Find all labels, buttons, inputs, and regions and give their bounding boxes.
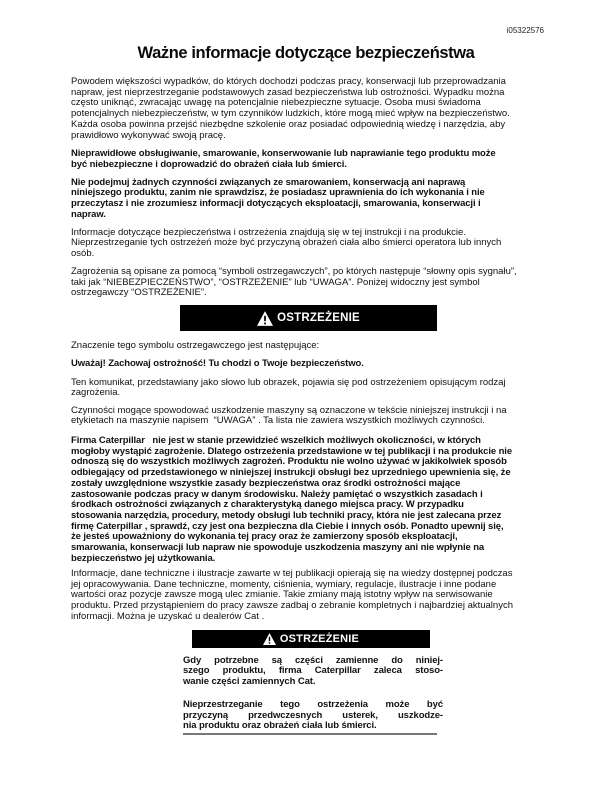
paragraph-symbol-meaning-intro: Znaczenie tego symbolu ostrzegawczego jest następujące:	[71, 339, 320, 351]
warning-banner-label: OSTRZEŻENIE	[279, 632, 360, 645]
warning-banner-bottom	[192, 630, 430, 648]
paragraph-caterpillar-liability: Firma Caterpillar nie jest w stanie przewidzieć wszelkich możliwych okoliczności, w których mogłoby wystąpić zagrożenie. Dlatego ostrzeżenia przedstawione w tej publikacji i na produkcie nie odnoszą się do wszystkich możliwych zagrożeń. Produktu nie wolno używać w jakikolwiek sposób odbiegający od przedstawionego w niniejszej instrukcji obsługi bez uprzedniego upewnienia się, że zostały uwzględnione wszystkie zasady bezpieczeństwa oraz środki ostrożności mające zastosowanie podczas pracy w danym środowisku. Należy pamiętać o wszystkich zasadach i środkach ostrożności związanych z charakterystyką danego miejsca pracy. W przypadku stosowania narzędzia, procedury, metody obsługi lub techniki pracy, która nie jest zalecana przez firmę Caterpillar , sprawdź, czy jest ona bezpieczna dla Ciebie i innych osób. Ponadto upewnij się, że jesteś upoważniony do wykonania tej pracy oraz że zamierzony sposób eksploatacji, smarowania, konserwacji lub napraw nie spowoduje uszkodzenia maszyny ani nie wpłynie na bezpieczeństwo jej użytkowania.	[71, 435, 513, 564]
replacement-parts-warning-section	[183, 630, 443, 740]
document-id: i05322576	[506, 26, 544, 35]
paragraph-message-description: Ten komunikat, przedstawiany jako słowo lub obrazek, pojawia się pod ostrzeżeniem opisującym rodzaj zagrożenia.	[71, 376, 506, 399]
warning-banner-top	[180, 305, 437, 331]
paragraph-safety-info-location: Informacje dotyczące bezpieczeństwa i ostrzeżenia znajdują się w tej instrukcji i na produkcie. Nieprzestrzeganie tych ostrzeżeń może być przyczyną obrażeń ciała albo śmierci operatora lub innych osób.	[71, 226, 502, 259]
paragraph-publication-data-disclaimer: Informacje, dane techniczne i ilustracje zawarte w tej publikacji opierają się na wiedzy dostępnej podczas jej opracowywania. Dane techniczne, momenty, ciśnienia, wymiary, regulacje, ilustracje i inne podane wartości oraz pozycje zawsze mogą ulec zmianie. Takie zmiany mają istotny wpływ na serwisowanie produktu. Przed przystąpieniem do pracy zawsze zadbaj o zebranie kompletnych i najbardziej aktualnych informacji. Można je uzyskać u dealerów Cat .	[71, 568, 513, 622]
warning-triangle-icon	[263, 633, 276, 645]
warning-triangle-icon	[257, 311, 273, 326]
section-divider	[183, 733, 437, 735]
warning-banner-label: OSTRZEŻENIE	[277, 312, 360, 324]
paragraph-failure-consequences: Nieprzestrzeganie tego ostrzeżenia może być przyczyną przedwczesnych usterek, uszkodze- nia produktu oraz obrażeń ciała lub śmierci.	[183, 699, 443, 732]
paragraph-improper-operation-warning: Nieprawidłowe obsługiwanie, smarowanie, konserwowanie lub naprawianie tego produktu może być niebezpieczne i doprowadzić do obrażeń ciała lub śmierci.	[71, 148, 496, 170]
paragraph-attention-statement: Uważaj! Zachowaj ostrożność! Tu chodzi o Twoje bezpieczeństwo.	[71, 358, 364, 369]
paragraph-hazard-signal-words: Zagrożenia są opisane za pomocą “symboli ostrzegawczych”, po których następuje “słowny opis sygnału”, taki jak “NIEBEZPIECZEŃSTWO”, “OSTRZEŻENIE” lub “UWAGA”. Poniżej widoczny jest symbol ostrzegawczy “OSTRZEŻENIE”.	[71, 266, 517, 299]
page-title: Ważne informacje dotyczące bezpieczeństwa	[137, 44, 475, 62]
paragraph-accident-causes: Powodem większości wypadków, do których dochodzi podczas pracy, konserwacji lub przeprowadzania napraw, jest nieprzestrzeganie podstawowych zasad bezpieczeństwa lub ostrożności. Wypadku można często uniknąć, zwracając uwagę na potencjalnie niebezpieczne sytuacje. Osoba musi świadoma potencjalnych niebezpieczeństw, w tym czynników ludzkich, które mogą mieć wpływ na bezpieczeństwo. Każda osoba powinna przejść niezbędne szkolenie oraz posiadać odpowiednią wiedzę i narzędzia, aby prawidłowo wykonywać swoją pracę.	[71, 76, 510, 141]
paragraph-authorization-warning: Nie podejmuj żadnych czynności związanych ze smarowaniem, konserwacją ani naprawą niniejszego produktu, zanim nie sprawdzisz, że posiadasz uprawnienia do ich wykonania i nie przeczytasz i nie zrozumiesz informacji dotyczących eksploatacji, smarowania, konserwacji i napraw.	[71, 176, 485, 220]
paragraph-notice-label-info: Czynności mogące spowodować uszkodzenie maszyny są oznaczone w tekście niniejszej instrukcji i na etykietach na maszynie napisem “UWAGA” . Ta lista nie zawiera wszystkich możliwych czynności.	[71, 404, 507, 427]
paragraph-use-cat-parts: Gdy potrzebne są części zamienne do niniej- szego produktu, firma Caterpillar zaleca stoso- wanie części zamiennych Cat.	[183, 654, 443, 687]
